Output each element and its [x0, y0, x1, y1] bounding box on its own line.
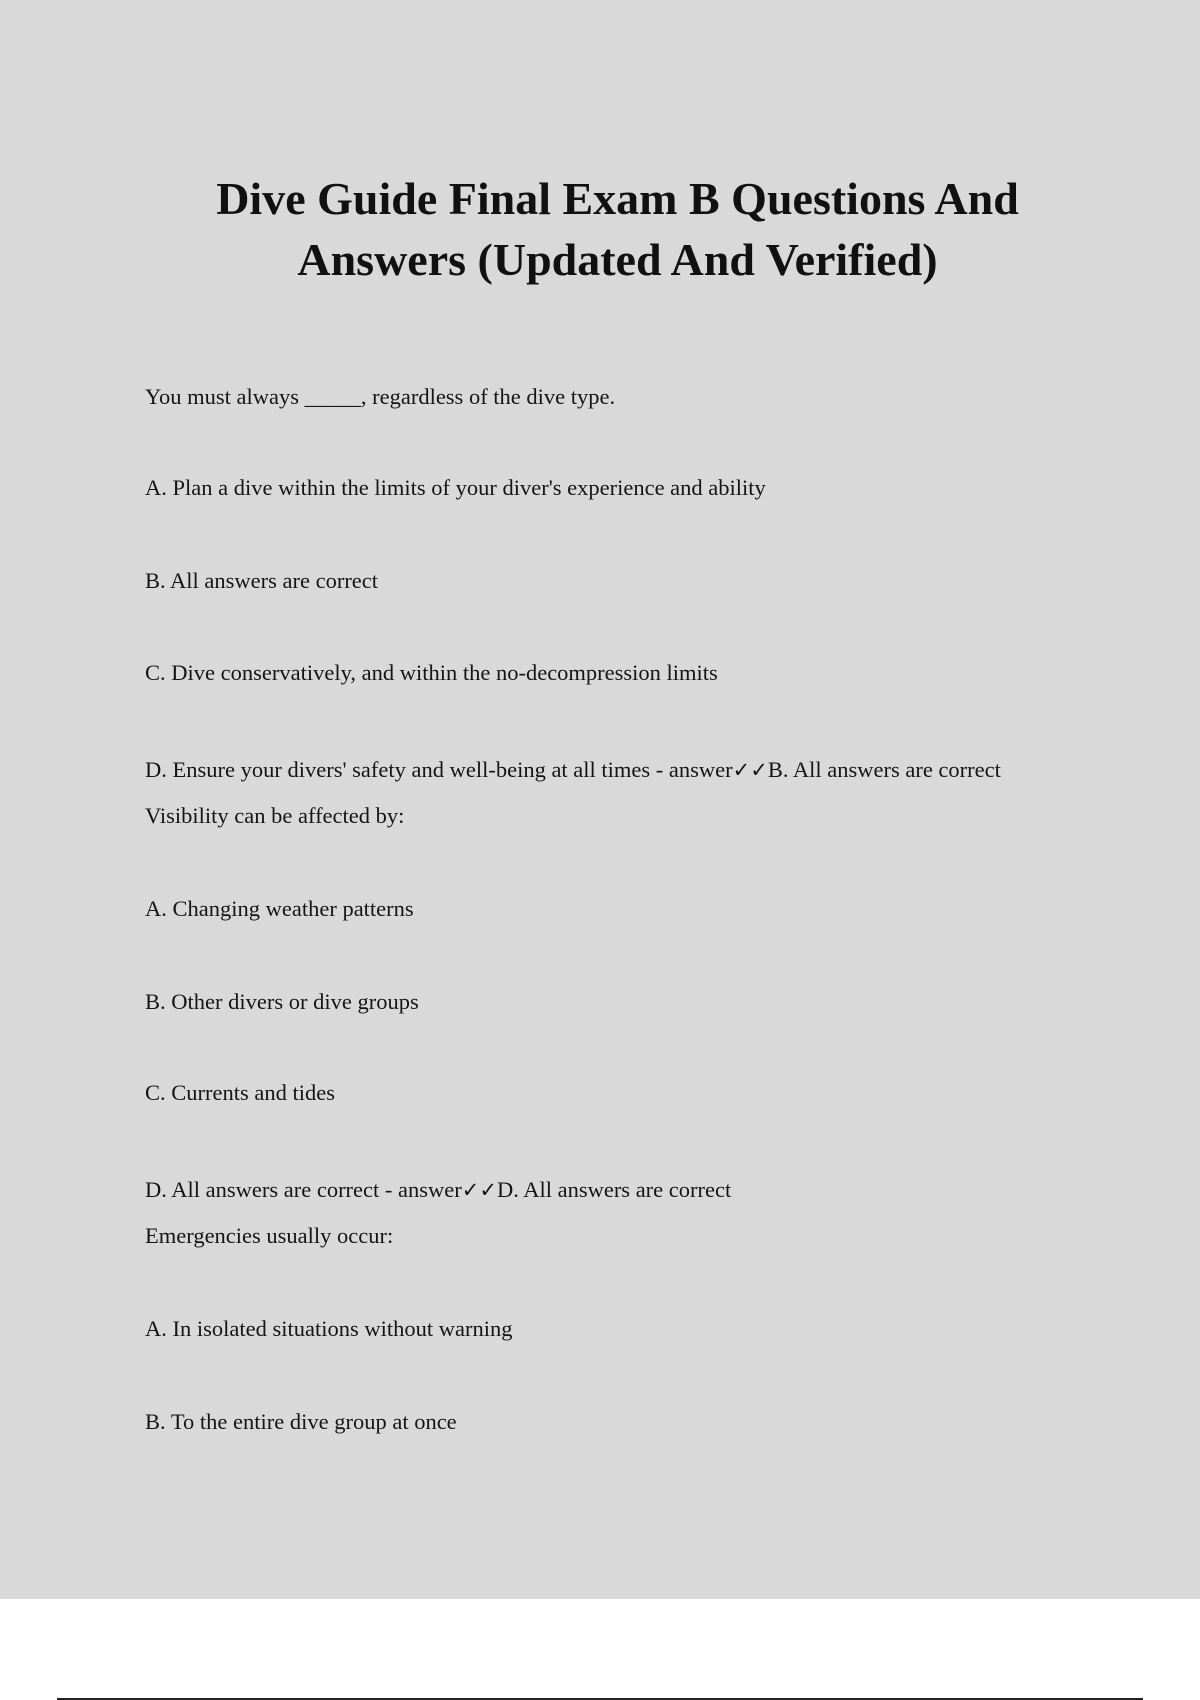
- question-2-option-c: C. Currents and tides: [145, 1080, 335, 1105]
- question-2-answer: D. All answers are correct: [496, 1177, 732, 1202]
- question-3-option-a: A. In isolated situations without warning: [145, 1316, 513, 1341]
- double-check-icon: ✓✓: [461, 1178, 497, 1202]
- question-2-option-b: B. Other divers or dive groups: [145, 989, 419, 1014]
- question-1-option-b: B. All answers are correct: [145, 568, 379, 593]
- title-line-1: Dive Guide Final Exam B Questions And: [216, 173, 1019, 224]
- question-2-prompt: Visibility can be affected by:: [145, 803, 405, 828]
- question-2-option-a: A. Changing weather patterns: [145, 896, 414, 921]
- question-2-option-d: [145, 1175, 731, 1205]
- question-1-option-d: [145, 755, 1001, 785]
- question-1-answer: B. All answers are correct: [767, 757, 1001, 782]
- question-1-option-a: A. Plan a dive within the limits of your diver's experience and ability: [145, 475, 766, 500]
- question-2-option-d-text: D. All answers are correct - answer: [145, 1177, 462, 1202]
- question-3-option-b: B. To the entire dive group at once: [145, 1409, 457, 1434]
- question-1-option-c: C. Dive conservatively, and within the no-decompression limits: [145, 660, 718, 685]
- double-check-icon: ✓✓: [732, 758, 768, 782]
- question-1-prompt: You must always _____, regardless of the dive type.: [145, 384, 616, 409]
- question-3-prompt: Emergencies usually occur:: [145, 1223, 394, 1248]
- document-title: [0, 168, 1200, 290]
- title-line-2: Answers (Updated And Verified): [297, 234, 938, 285]
- question-1-option-d-text: D. Ensure your divers' safety and well-being at all times - answer: [145, 757, 733, 782]
